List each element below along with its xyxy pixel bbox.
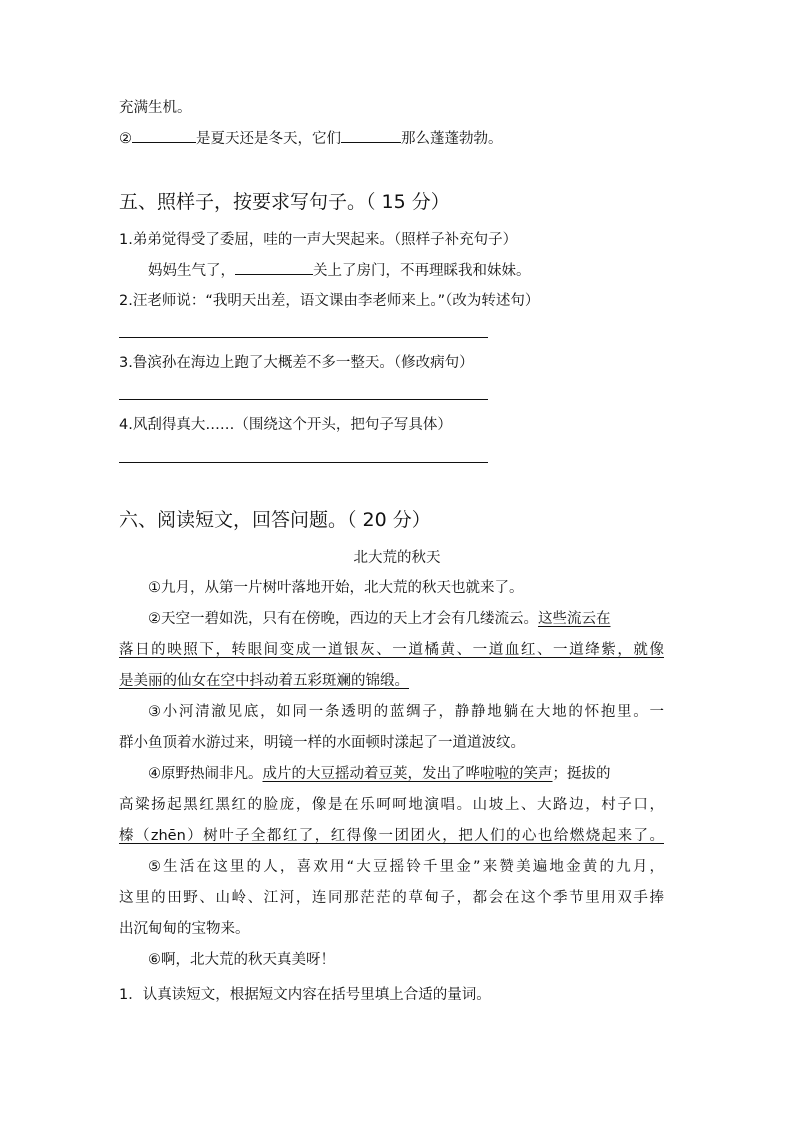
answer-line[interactable]: [119, 337, 488, 338]
paragraph-5-line-1: ⑤生活在这里的人，喜欢用“大豆摇铃千里金”来赞美遍地金黄的九月，: [148, 859, 664, 875]
paragraph-6: ⑥啊，北大荒的秋天真美呀！: [148, 952, 335, 968]
text-fragment: ；挺拔的: [552, 766, 611, 782]
underlined-text: 成片的大豆摇动着豆荚，发出了哗啦啦的笑声: [262, 766, 553, 782]
paragraph-4-line-1: [148, 764, 611, 784]
paragraph-3-line-2: 群小鱼顶着水游过来，明镜一样的水面顿时漾起了一道道波纹。: [119, 735, 525, 751]
paragraph-1: ①九月，从第一片树叶落地开始，北大荒的秋天也就来了。: [148, 580, 524, 596]
prev-line-1: 充满生机。: [119, 100, 192, 116]
underlined-text: 这些流云在: [538, 611, 611, 627]
text-fragment: ④原野热闹非凡。: [148, 766, 263, 782]
text-fragment: 那么蓬蓬勃勃。: [401, 131, 503, 147]
paragraph-5-line-2: 这里的田野、山岭、江河，连同那茫茫的草甸子，都会在这个季节里用双手捧: [119, 890, 664, 906]
text-fragment: ②天空一碧如洗，只有在傍晚，西边的天上才会有几缕流云。: [148, 611, 538, 627]
text-fragment: 是夏天还是冬天，它们: [196, 131, 341, 147]
question-5-1-example: [148, 260, 531, 281]
text-fragment: 关上了房门，不再理睬我和妹妹。: [313, 263, 531, 279]
question-5-4: 4.风刮得真大……（围绕这个开头，把句子写具体）: [119, 417, 452, 433]
question-5-1: 1.弟弟觉得受了委屈，哇的一声大哭起来。（照样子补充句子）: [119, 232, 518, 248]
question-5-2: 2.汪老师说：“我明天出差，语文课由李老师来上。”（改为转述句）: [119, 293, 540, 309]
fill-blank[interactable]: [132, 128, 196, 143]
passage-title: 北大荒的秋天: [353, 550, 441, 566]
fill-blank[interactable]: [235, 260, 313, 275]
answer-line[interactable]: [119, 462, 488, 463]
answer-line[interactable]: [119, 399, 488, 400]
paragraph-5-line-3: 出沉甸甸的宝物来。: [119, 921, 250, 937]
text-fragment: 妈妈生气了，: [148, 263, 235, 279]
paragraph-3-line-1: ③小河清澈见底，如同一条透明的蓝绸子，静静地躺在大地的怀抱里。一: [148, 704, 664, 720]
question-5-3: 3.鲁滨孙在海边上跑了大概差不多一整天。（修改病句）: [119, 355, 474, 371]
question-6-1: 1．认真读短文，根据短文内容在括号里填上合适的量词。: [119, 987, 491, 1003]
paragraph-2-line-2: 落日的映照下，转眼间变成一道银灰、一道橘黄、一道血红、一道绛紫，就像: [119, 642, 664, 658]
paragraph-4-line-2: 高粱扬起黑红黑红的脸庞，像是在乐呵呵地演唱。山坡上、大路边，村子口，: [119, 797, 664, 813]
section-5-heading: 五、照样子，按要求写句子。（ 15 分）: [119, 191, 450, 213]
fill-blank[interactable]: [341, 128, 401, 143]
prev-line-2: [119, 128, 503, 149]
paragraph-2-line-1: [148, 609, 664, 629]
circle-number: ②: [119, 131, 132, 147]
paragraph-4-line-3: 榛（zhēn）树叶子全都红了，红得像一团团火，把人们的心也给燃烧起来了。: [119, 828, 664, 844]
paragraph-2-line-3: 是美丽的仙女在空中抖动着五彩斑斓的锦缎。: [119, 673, 409, 689]
section-6-heading: 六、阅读短文，回答问题。（ 20 分）: [119, 509, 431, 531]
